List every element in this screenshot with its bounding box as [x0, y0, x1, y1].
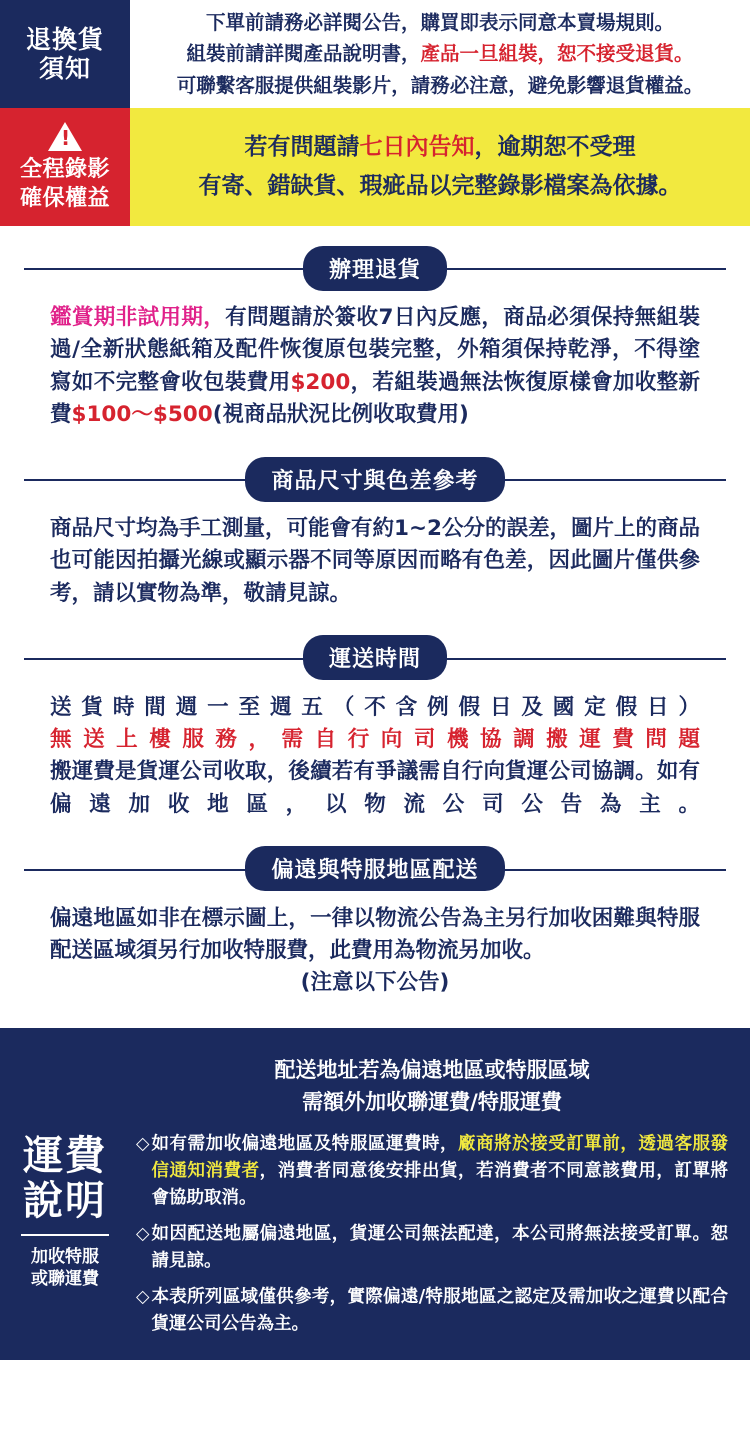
list-item — [136, 1131, 728, 1212]
shipping-fee-item-1-part-1: 廠商將於接受訂單前，透過客服發信通知消費者 — [151, 1133, 729, 1181]
shipping-fee-tag — [0, 1046, 130, 1339]
shipping-time-line-3: 搬運費是貨運公司收取，後續若有爭議需自行向貨運公司協調。如有偏遠加收地區，以物流公司公告為主。 — [50, 759, 700, 817]
returns-process-part-7: (視商品狀況比例收取費用) — [212, 401, 469, 427]
shipping-fee-title-line1: 配送地址若為偏遠地區或特服區域 — [274, 1057, 590, 1082]
recording-notice-line-1 — [245, 128, 636, 167]
recording-notice-row — [0, 108, 750, 226]
section-title-size-color: 商品尺寸與色差參考 — [245, 457, 504, 502]
shipping-fee-item-1-part-0: 如有需加收偏遠地區及特服區運費時， — [151, 1133, 459, 1154]
size-color-paragraph: 商品尺寸均為手工測量，可能會有約1~2公分的誤差，圖片上的商品也可能因拍攝光線或顯示器不同等原因而略有色差，因此圖片僅供參考，請以實物為準，敬請見諒。 — [50, 516, 700, 606]
section-size-color — [0, 451, 750, 616]
section-shipping-time — [0, 630, 750, 827]
shipping-fee-tag-big — [23, 1134, 107, 1224]
list-item — [136, 1284, 728, 1338]
shipping-fee-tag-small — [31, 1246, 99, 1290]
section-body-shipping-time — [0, 686, 750, 821]
returns-notice-line-2-plain: 組裝前請詳閱產品說明書， — [186, 42, 421, 66]
shipping-fee-item-3-text: 本表所列區域僅供參考，實際偏遠/特服地區之認定及需加收之運費以配合貨運公司公告為主。 — [151, 1287, 728, 1335]
shipping-fee-title-line2: 需額外加收聯運費/特服運費 — [302, 1090, 562, 1115]
section-title-shipping-time: 運送時間 — [303, 635, 447, 680]
returns-notice-text — [130, 0, 750, 108]
shipping-fee-item-1-part-2: ，消費者同意後安排出貨，若消費者不同意該費用，訂單將會協助取消。 — [151, 1160, 729, 1208]
returns-process-part-5: ，若組裝過無法恢復原樣會加收整新費 — [50, 369, 700, 427]
returns-notice-line-2-highlight: 產品一旦組裝，恕不接受退貨。 — [420, 42, 694, 66]
recording-notice-line-1-b: ，逾期恕不受理 — [474, 133, 636, 160]
returns-process-part-0: 鑑賞期非試用期， — [50, 305, 226, 330]
shipping-fee-title — [136, 1054, 728, 1119]
returns-process-part-3: 日內反應，商品必須保持無組裝過/全新狀態紙箱及配件恢復原包裝完整，外箱須保持乾淨，不得塗寫如不完整會收包裝費用 — [50, 305, 700, 395]
shipping-fee-tag-big-line2: 說明 — [23, 1177, 107, 1224]
returns-notice-line-1: 下單前請務必詳閱公告，購買即表示同意本賣場規則。 — [205, 10, 674, 34]
section-body-size-color — [0, 507, 750, 610]
diamond-bullet-icon: ◇ — [136, 1287, 150, 1308]
remote-area-paragraph: 偏遠地區如非在標示圖上，一律以物流公告為主另行加收困難與特服配送區域須另行加收特服費，此費用為物流另加收。 — [50, 905, 700, 963]
returns-process-part-6: $100～$500 — [71, 401, 213, 427]
shipping-fee-item-1-text — [151, 1131, 728, 1212]
returns-process-part-1: 有問題請於簽收 — [225, 305, 379, 330]
recording-notice-tag-line2: 確保權益 — [19, 185, 110, 211]
shipping-fee-list — [136, 1131, 728, 1339]
returns-process-part-4: $200 — [290, 369, 351, 395]
section-body-remote-area — [0, 897, 750, 1000]
returns-process-part-2: 7 — [378, 305, 394, 330]
shipping-fee-tag-small-line2: 或聯運費 — [31, 1268, 99, 1289]
returns-notice-tag — [0, 0, 130, 108]
shipping-fee-block — [0, 1028, 750, 1361]
returns-notice-line-2 — [186, 38, 693, 70]
shipping-time-line-2: 無送上樓服務，需自行向司機協調搬運費問題 — [50, 727, 700, 752]
diamond-bullet-icon: ◇ — [136, 1223, 150, 1244]
shipping-fee-item-2-text: 如因配送地屬偏遠地區，貨運公司無法配達，本公司將無法接受訂單。恕請見諒。 — [151, 1223, 728, 1272]
shipping-fee-tag-small-line1: 加收特服 — [31, 1246, 99, 1267]
recording-notice-line-1-a: 若有問題請 — [244, 133, 360, 160]
top-notice-band — [0, 0, 750, 226]
section-header-shipping-time — [0, 630, 750, 686]
section-header-remote-area — [0, 841, 750, 897]
recording-notice-tag — [0, 108, 130, 226]
shipping-time-line-1: 送貨時間週一至週五（不含例假日及國定假日） — [50, 694, 700, 720]
section-title-returns-process: 辦理退貨 — [303, 246, 447, 291]
recording-notice-text — [130, 108, 750, 226]
returns-process-paragraph — [50, 302, 700, 431]
remote-area-note: (注意以下公告) — [300, 970, 450, 996]
returns-notice-row — [0, 0, 750, 108]
recording-notice-tag-line1: 全程錄影 — [19, 157, 110, 183]
section-returns-process — [0, 240, 750, 437]
returns-notice-tag-line2: 須知 — [38, 54, 91, 83]
shipping-fee-tag-divider — [21, 1234, 109, 1236]
recording-notice-line-1-highlight: 七日內告知 — [359, 133, 475, 160]
returns-notice-tag-line1: 退換貨 — [25, 24, 104, 54]
recording-notice-line-2: 有寄、錯缺貨、瑕疵品以完整錄影檔案為依據。 — [198, 173, 682, 199]
warning-triangle-icon — [48, 122, 82, 151]
shipping-fee-tag-big-line1: 運費 — [23, 1133, 107, 1180]
section-header-returns-process — [0, 240, 750, 296]
section-remote-area — [0, 841, 750, 1006]
section-header-size-color — [0, 451, 750, 507]
diamond-bullet-icon: ◇ — [136, 1133, 150, 1154]
section-title-remote-area: 偏遠與特服地區配送 — [245, 846, 504, 891]
section-body-returns-process — [0, 296, 750, 431]
list-item — [136, 1221, 728, 1275]
shipping-fee-body — [130, 1046, 750, 1339]
returns-notice-line-3: 可聯繫客服提供組裝影片，請務必注意，避免影響退貨權益。 — [176, 73, 704, 97]
